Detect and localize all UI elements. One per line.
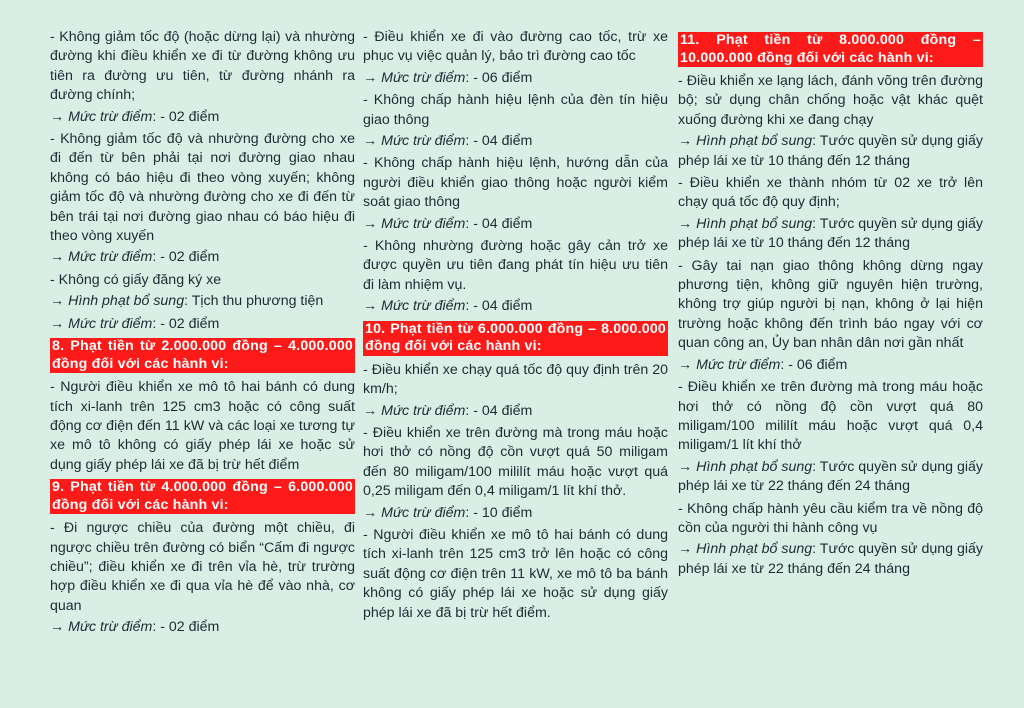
column-2 bbox=[363, 28, 668, 625]
violation-item: - Không chấp hành hiệu lệnh, hướng dẫn của người điều khiển giao thông hoặc người kiểm soát giao thông bbox=[363, 155, 668, 211]
violation-item: - Điều khiển xe đi vào đường cao tốc, trừ xe phục vụ việc quản lý, bảo trì đường cao tốc bbox=[363, 29, 668, 65]
penalty-label: → Mức trừ điểm bbox=[363, 69, 466, 86]
penalty-line bbox=[363, 402, 668, 421]
penalty-label: → Mức trừ điểm bbox=[678, 356, 781, 373]
column-1 bbox=[50, 28, 355, 641]
violation-item: - Không chấp hành hiệu lệnh của đèn tín hiệu giao thông bbox=[363, 92, 668, 128]
penalty-label: → Hình phạt bổ sung bbox=[678, 215, 813, 232]
penalty-line bbox=[363, 504, 668, 523]
violation-item: - Người điều khiển xe mô tô hai bánh có dung tích xi-lanh trên 125 cm3 trở lên hoặc có công suất động cơ điện trên 11 kW, xe mô tô ba bánh không có giấy phép lái xe hoặc sử dụng giấy phép lái xe đã bị trừ hết điểm. bbox=[363, 526, 668, 621]
penalty-line bbox=[363, 215, 668, 234]
penalty-value: : - 06 điểm bbox=[465, 69, 533, 86]
penalty-label: → Hình phạt bổ sung bbox=[678, 458, 813, 475]
column-3 bbox=[678, 28, 983, 582]
penalty-line bbox=[678, 215, 983, 254]
penalty-line bbox=[50, 292, 355, 311]
penalty-value: : Tước quyền sử dụng giấy phép lái xe từ 22 tháng đến 24 tháng bbox=[678, 541, 983, 577]
penalty-label: → Mức trừ điểm bbox=[363, 402, 466, 419]
section-heading-8: 8. Phạt tiền từ 2.000.000 đồng – 4.000.000 đồng đối với các hành vi: bbox=[52, 338, 353, 372]
penalty-value: : Tước quyền sử dụng giấy phép lái xe từ 10 tháng đến 12 tháng bbox=[678, 215, 983, 252]
violation-item: - Điều khiển xe trên đường mà trong máu hoặc hơi thở có nồng độ cồn vượt quá 80 miligam/100 mililít máu hoặc vượt quá 0,4 miligam/1 lít khí thở bbox=[678, 379, 983, 454]
violation-item: - Không nhường đường hoặc gây cản trở xe được quyền ưu tiên đang phát tín hiệu ưu tiên đi làm nhiệm vụ. bbox=[363, 238, 668, 293]
penalty-value: : - 06 điểm bbox=[780, 356, 848, 373]
penalty-label: → Mức trừ điểm bbox=[363, 298, 466, 315]
penalty-line bbox=[678, 132, 983, 171]
violation-item: - Đi ngược chiều của đường một chiều, đi ngược chiều trên đường có biển “Cấm đi ngược chiều”; điều khiển xe đi trên vỉa hè, trừ trường hợp điều khiển xe đi qua vỉa hè để vào nhà, cơ quan bbox=[50, 520, 355, 614]
penalty-line bbox=[50, 108, 355, 127]
penalty-label: → Mức trừ điểm bbox=[50, 249, 153, 266]
penalty-label: → Hình phạt bổ sung bbox=[678, 133, 813, 150]
penalty-label: → Mức trừ điểm bbox=[363, 504, 466, 521]
penalty-value: : Tước quyền sử dụng giấy phép lái xe từ 10 tháng đến 12 tháng bbox=[678, 133, 983, 169]
section-heading-10: 10. Phạt tiền từ 6.000.000 đồng – 8.000.000 đồng đối với các hành vi: bbox=[365, 320, 666, 355]
penalty-value: : - 04 điểm bbox=[465, 133, 533, 150]
penalty-line bbox=[50, 315, 355, 334]
violation-item: - Không có giấy đăng ký xe bbox=[50, 271, 222, 288]
penalty-line bbox=[363, 297, 668, 316]
violation-item: - Điều khiển xe trên đường mà trong máu hoặc hơi thở có nồng độ cồn vượt quá 50 miligam đến 80 miligam/100 mililít máu hoặc vượt quá 0,25 miligam đến 0,4 miligam/1 lít khí thở. bbox=[363, 424, 668, 500]
penalty-label: → Mức trừ điểm bbox=[363, 215, 466, 232]
penalty-value: : - 02 điểm bbox=[152, 619, 220, 636]
penalty-label: → Mức trừ điểm bbox=[50, 108, 153, 125]
violation-item: - Không giảm tốc độ và nhường đường cho xe đi đến từ bên phải tại nơi đường giao nhau không có báo hiệu đi theo vòng xuyến; không giảm tốc độ và nhường đường cho xe đi đến từ bên trái tại nơi đường giao nhau có báo hiệu đi theo vòng xuyến bbox=[50, 131, 355, 245]
penalty-line bbox=[363, 69, 668, 88]
penalty-line bbox=[678, 540, 983, 579]
penalty-value: : - 02 điểm bbox=[152, 249, 220, 266]
penalty-value: : Tước quyền sử dụng giấy phép lái xe từ 22 tháng đến 24 tháng bbox=[678, 458, 983, 495]
penalty-value: : - 02 điểm bbox=[152, 315, 220, 332]
penalty-value: : - 04 điểm bbox=[465, 298, 533, 315]
penalty-line bbox=[678, 458, 983, 497]
section-heading-11: 11. Phạt tiền từ 8.000.000 đồng – 10.000.000 đồng đối với các hành vi: bbox=[680, 32, 981, 66]
violation-item: - Gây tai nạn giao thông không dừng ngay phương tiện, không giữ nguyên hiện trường, không trợ giúp người bị nạn, không ở lại hiện trường hoặc không đến trình báo ngay với cơ quan công an, Ủy ban nhân dân nơi gần nhất bbox=[678, 257, 983, 352]
violation-item: - Không chấp hành yêu cầu kiểm tra về nồng độ cồn của người thi hành công vụ bbox=[678, 500, 983, 536]
violation-item: - Không giảm tốc độ (hoặc dừng lại) và nhường đường khi điều khiển xe đi từ đường không ưu tiên ra đường ưu tiên, từ đường nhánh ra đường chính; bbox=[50, 29, 355, 104]
penalty-line bbox=[50, 618, 355, 637]
penalty-value: : - 02 điểm bbox=[152, 108, 220, 125]
penalty-label: → Hình phạt bổ sung bbox=[50, 293, 185, 310]
penalty-value: : - 04 điểm bbox=[465, 215, 533, 232]
penalty-label: → Mức trừ điểm bbox=[50, 619, 153, 636]
violation-item: - Điều khiển xe lạng lách, đánh võng trên đường bộ; sử dụng chân chống hoặc vật khác quệt xuống đường khi xe đang chạy bbox=[678, 73, 983, 128]
penalty-line bbox=[50, 248, 355, 267]
penalty-label: → Hình phạt bổ sung bbox=[678, 541, 813, 558]
penalty-label: → Mức trừ điểm bbox=[50, 315, 153, 332]
section-heading-9: 9. Phạt tiền từ 4.000.000 đồng – 6.000.000 đồng đối với các hành vi: bbox=[52, 479, 353, 513]
penalty-value: : - 04 điểm bbox=[465, 402, 533, 419]
penalty-line bbox=[678, 356, 983, 375]
violation-item: - Điều khiển xe thành nhóm từ 02 xe trở lên chạy quá tốc độ quy định; bbox=[678, 175, 983, 211]
penalty-label: → Mức trừ điểm bbox=[363, 133, 466, 150]
penalty-value: : - 10 điểm bbox=[465, 504, 533, 521]
violation-item: - Điều khiển xe chạy quá tốc độ quy định trên 20 km/h; bbox=[363, 361, 668, 398]
penalty-line bbox=[363, 132, 668, 151]
penalty-value: : Tịch thu phương tiện bbox=[184, 293, 324, 310]
violation-item: - Người điều khiển xe mô tô hai bánh có dung tích xi-lanh trên 125 cm3 hoặc có công suất động cơ điện đến 11 kW và các loại xe tương tự xe mô tô không có giấy phép lái xe hoặc sử dụng giấy phép lái xe đã bị trừ hết điểm bbox=[50, 379, 355, 473]
